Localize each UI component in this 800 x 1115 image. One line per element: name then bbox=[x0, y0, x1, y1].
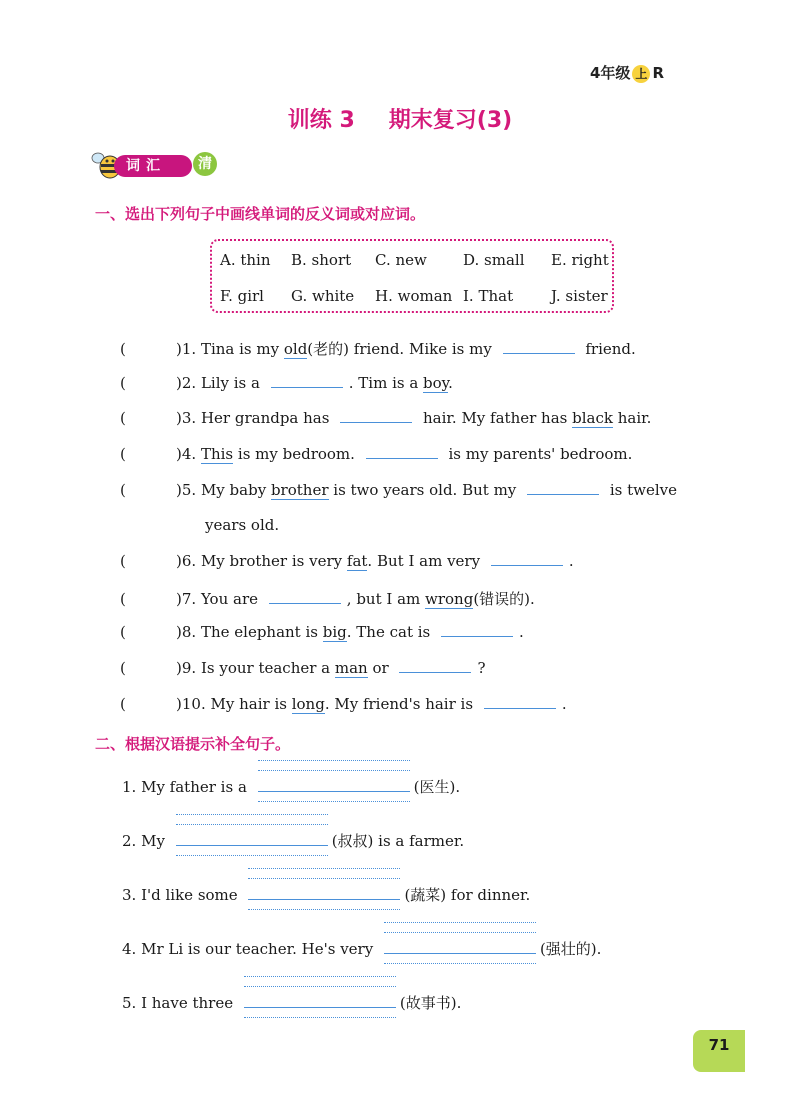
writing-blank[interactable] bbox=[384, 940, 536, 954]
answer-bracket[interactable]: ( bbox=[120, 590, 126, 608]
writing-blank[interactable] bbox=[244, 994, 396, 1008]
option-a: A. thin bbox=[220, 251, 271, 269]
option-i: I. That bbox=[463, 287, 514, 305]
grade-label bbox=[590, 62, 664, 83]
answer-bracket[interactable]: ( bbox=[120, 552, 126, 570]
section2-heading: 二、根据汉语提示补全句子。 bbox=[95, 735, 291, 753]
answer-bracket[interactable]: ( bbox=[120, 481, 126, 499]
section1-heading: 一、选出下列句子中画线单词的反义词或对应词。 bbox=[95, 205, 426, 223]
answer-bracket[interactable]: ( bbox=[120, 340, 126, 358]
answer-bracket[interactable]: ( bbox=[120, 623, 126, 641]
underlined-word: long bbox=[291, 695, 325, 713]
answer-bracket[interactable]: ( bbox=[120, 695, 126, 713]
answer-bracket[interactable]: ( bbox=[120, 374, 126, 392]
option-c: C. new bbox=[375, 251, 427, 269]
answer-blank[interactable] bbox=[491, 564, 563, 566]
option-e: E. right bbox=[551, 251, 609, 269]
answer-blank[interactable] bbox=[366, 457, 438, 459]
underlined-word: old bbox=[283, 340, 308, 358]
question-5-continuation: years old. bbox=[205, 516, 280, 534]
answer-blank[interactable] bbox=[271, 386, 343, 388]
question-6: ( )6. My brother is very fat. But I am very . bbox=[120, 552, 574, 570]
answer-blank[interactable] bbox=[340, 421, 412, 423]
option-f: F. girl bbox=[220, 287, 264, 305]
grade-text: 4年级 bbox=[590, 64, 631, 82]
fill-item-1: 1. My father is a (医生). bbox=[122, 776, 460, 797]
question-8: ( )8. The elephant is big. The cat is . bbox=[120, 623, 524, 641]
writing-blank[interactable] bbox=[248, 886, 400, 900]
answer-bracket[interactable]: ( bbox=[120, 409, 126, 427]
option-d: D. small bbox=[463, 251, 525, 269]
underlined-word: wrong bbox=[425, 590, 474, 608]
question-7: ( )7. You are , but I am wrong(错误的). bbox=[120, 590, 535, 608]
question-2: ( )2. Lily is a . Tim is a boy. bbox=[120, 374, 453, 392]
fill-item-2: 2. My (叔叔) is a farmer. bbox=[122, 830, 464, 851]
vocabulary-label: 词汇 bbox=[114, 155, 192, 177]
fill-item-4: 4. Mr Li is our teacher. He's very (强壮的). bbox=[122, 938, 601, 959]
term-badge: 上 bbox=[632, 65, 650, 83]
question-1: ( )1. Tina is my old(老的) friend. Mike is my friend. bbox=[120, 340, 636, 358]
answer-blank[interactable] bbox=[269, 602, 341, 604]
answer-blank[interactable] bbox=[441, 635, 513, 637]
answer-bracket[interactable]: ( bbox=[120, 445, 126, 463]
underlined-word: boy bbox=[423, 374, 449, 392]
fill-item-5: 5. I have three (故事书). bbox=[122, 992, 461, 1013]
underlined-word: man bbox=[334, 659, 368, 677]
option-j: J. sister bbox=[551, 287, 608, 305]
writing-blank[interactable] bbox=[258, 778, 410, 792]
page-number: 71 bbox=[693, 1030, 745, 1072]
question-5: ( )5. My baby brother is two years old. But my is twelve bbox=[120, 481, 677, 499]
answer-blank[interactable] bbox=[399, 671, 471, 673]
underlined-word: black bbox=[572, 409, 613, 427]
answer-bracket[interactable]: ( bbox=[120, 659, 126, 677]
lesson-number: 训练 3 bbox=[287, 108, 355, 133]
question-9: ( )9. Is your teacher a man or ? bbox=[120, 659, 486, 677]
option-h: H. woman bbox=[375, 287, 453, 305]
underlined-word: big bbox=[322, 623, 347, 641]
underlined-word: fat bbox=[346, 552, 368, 570]
writing-blank[interactable] bbox=[176, 832, 328, 846]
edition-letter: R bbox=[652, 64, 664, 82]
question-10: ( )10. My hair is long. My friend's hair is . bbox=[120, 695, 567, 713]
lesson-topic: 期末复习(3) bbox=[388, 108, 513, 133]
options-box bbox=[210, 239, 614, 313]
option-b: B. short bbox=[291, 251, 352, 269]
qing-circle: 清 bbox=[193, 152, 217, 176]
underlined-word: This bbox=[200, 445, 234, 463]
question-3: ( )3. Her grandpa has hair. My father has black hair. bbox=[120, 409, 652, 427]
answer-blank[interactable] bbox=[527, 493, 599, 495]
answer-blank[interactable] bbox=[503, 352, 575, 354]
underlined-word: brother bbox=[270, 481, 329, 499]
fill-item-3: 3. I'd like some (蔬菜) for dinner. bbox=[122, 884, 530, 905]
option-g: G. white bbox=[291, 287, 355, 305]
answer-blank[interactable] bbox=[484, 707, 556, 709]
page-title bbox=[0, 103, 800, 134]
question-4: ( )4. This is my bedroom. is my parents' bedroom. bbox=[120, 445, 633, 463]
